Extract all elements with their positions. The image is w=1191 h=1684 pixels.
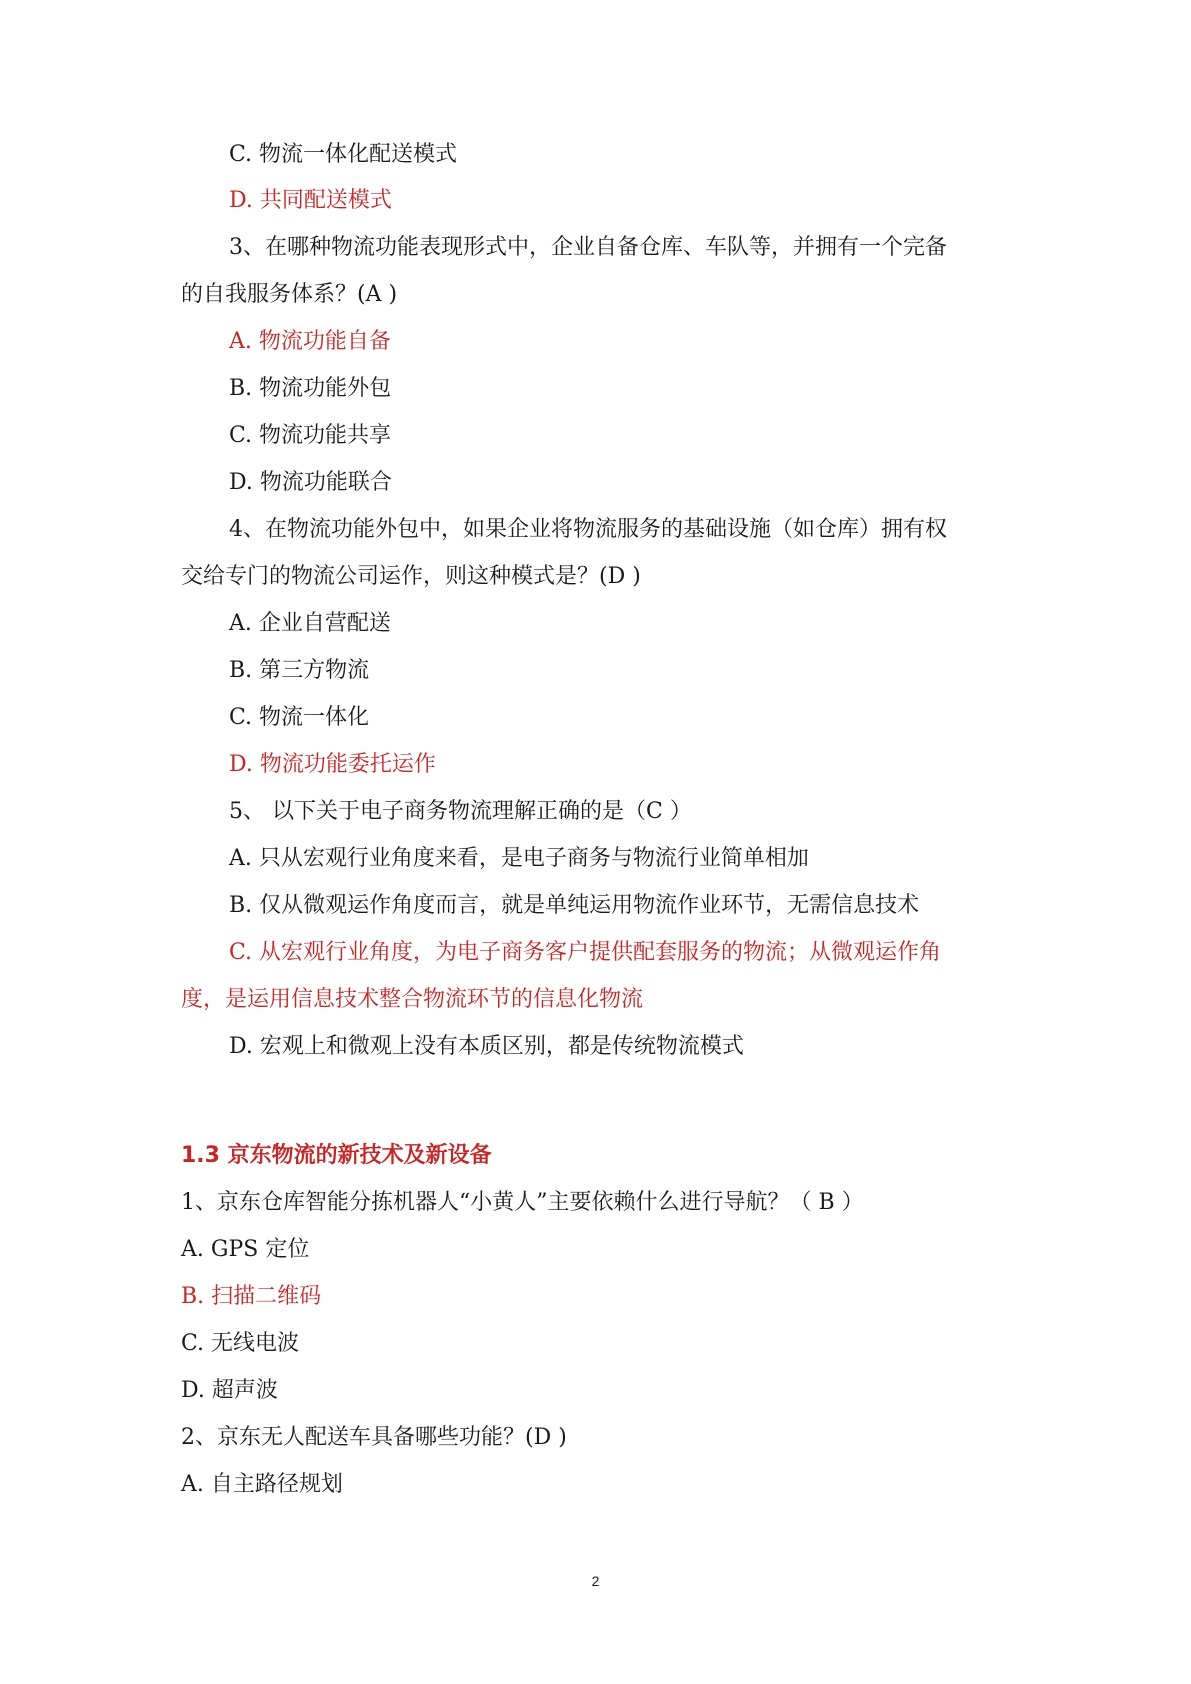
q2-option-c: C. 物流一体化配送模式 (229, 142, 458, 167)
q4-option-b: B. 第三方物流 (229, 658, 370, 683)
s13-q1-option-a: A. GPS 定位 (181, 1237, 310, 1262)
q3-option-d: D. 物流功能联合 (229, 470, 392, 495)
q3-option-a-answer: A. 物流功能自备 (229, 329, 391, 354)
q4-option-c: C. 物流一体化 (229, 705, 370, 730)
q5-option-a: A. 只从宏观行业角度来看，是电子商务与物流行业简单相加 (229, 846, 809, 871)
q3-option-c: C. 物流功能共享 (229, 423, 392, 448)
s13-q1-stem: 1、京东仓库智能分拣机器人“小黄人”主要依赖什么进行导航？（ B ） (181, 1190, 864, 1215)
q5-option-d: D. 宏观上和微观上没有本质区别，都是传统物流模式 (229, 1034, 744, 1059)
q4-stem-line1: 4、在物流功能外包中，如果企业将物流服务的基础设施（如仓库）拥有权 (229, 517, 947, 542)
q5-option-b: B. 仅从微观运作角度而言，就是单纯运用物流作业环节，无需信息技术 (229, 893, 920, 918)
s13-q2-stem: 2、京东无人配送车具备哪些功能？(D ) (181, 1425, 567, 1450)
q4-stem-line2: 交给专门的物流公司运作，则这种模式是？(D ) (181, 564, 641, 589)
q3-option-b: B. 物流功能外包 (229, 376, 392, 401)
section-heading: 1.3 京东物流的新技术及新设备 (181, 1143, 492, 1168)
s13-q1-option-c: C. 无线电波 (181, 1331, 300, 1356)
q4-option-d-answer: D. 物流功能委托运作 (229, 752, 436, 777)
q5-stem: 5、 以下关于电子商务物流理解正确的是（C ） (229, 799, 692, 824)
q5-option-c-answer-line2: 度，是运用信息技术整合物流环节的信息化物流 (181, 987, 644, 1012)
s13-q1-option-b-answer: B. 扫描二维码 (181, 1284, 322, 1309)
s13-q2-option-a: A. 自主路径规划 (181, 1472, 343, 1497)
q3-stem-line2: 的自我服务体系？(A ) (181, 282, 398, 307)
q4-option-a: A. 企业自营配送 (229, 611, 391, 636)
q5-option-c-answer-line1: C. 从宏观行业角度，为电子商务客户提供配套服务的物流；从微观运作角 (229, 940, 942, 965)
q3-stem-line1: 3、在哪种物流功能表现形式中，企业自备仓库、车队等，并拥有一个完备 (229, 235, 947, 260)
s13-q1-option-d: D. 超声波 (181, 1378, 278, 1403)
q2-option-d-answer: D. 共同配送模式 (229, 188, 392, 213)
page-number: 2 (591, 1573, 600, 1589)
